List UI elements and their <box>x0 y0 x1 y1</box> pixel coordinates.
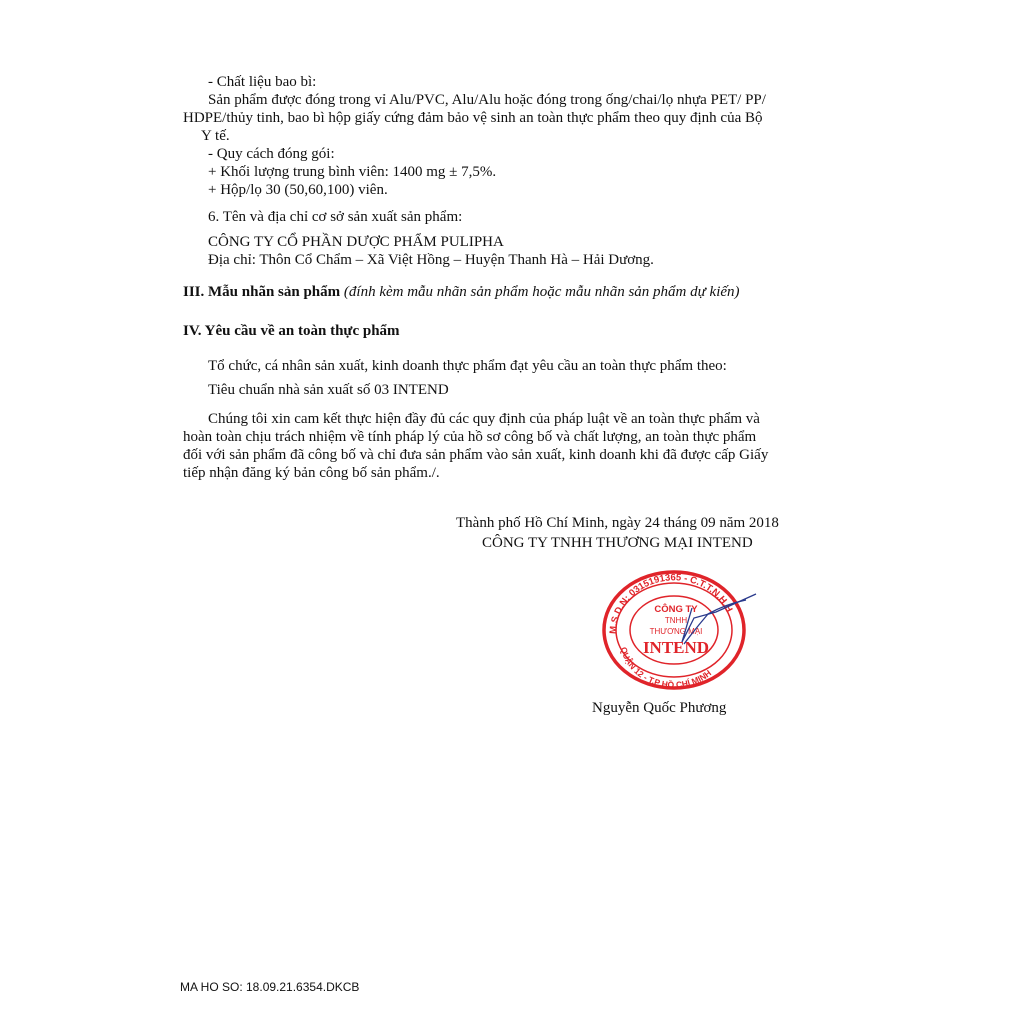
packaging-material-line: Y tế. <box>201 128 230 144</box>
stamp-inner-line: CÔNG TY <box>654 604 698 615</box>
record-code: MA HO SO: 18.09.21.6354.DKCB <box>180 980 360 994</box>
signature-place-date: Thành phố Hồ Chí Minh, ngày 24 tháng 09 năm 2018 <box>456 515 779 531</box>
packaging-material-line: HDPE/thủy tinh, bao bì hộp giấy cứng đảm bảo vệ sinh an toàn thực phẩm theo quy định của Bộ <box>183 110 763 126</box>
stamp-inner-line: TNHH <box>664 616 688 625</box>
packaging-material-label: - Chất liệu bao bì: <box>208 74 317 90</box>
commitment-line: đối với sản phẩm đã công bố và chỉ đưa sản phẩm vào sản xuất, kinh doanh khi đã được cấp Giấy <box>183 447 769 463</box>
stamp-ring-bottom: QUẬN 12 - T.P HỒ CHÍ MINH <box>618 645 714 690</box>
packaging-spec-label: - Quy cách đóng gói: <box>208 146 335 162</box>
section-4-title: IV. Yêu cầu về an toàn thực phẩm <box>183 323 400 339</box>
manufacturer-name: CÔNG TY CỔ PHẦN DƯỢC PHẨM PULIPHA <box>208 234 504 250</box>
packaging-spec-box: + Hộp/lọ 30 (50,60,100) viên. <box>208 182 388 198</box>
commitment-line: Chúng tôi xin cam kết thực hiện đầy đủ các quy định của pháp luật về an toàn thực phẩm và <box>208 411 760 427</box>
packaging-material-line: Sản phẩm được đóng trong vỉ Alu/PVC, Alu/Alu hoặc đóng trong ống/chai/lọ nhựa PET/ PP/ <box>208 92 766 108</box>
manufacturer-heading: 6. Tên và địa chỉ cơ sở sản xuất sản phẩm: <box>208 209 463 225</box>
section-4-line: Tổ chức, cá nhân sản xuất, kinh doanh thực phẩm đạt yêu cầu an toàn thực phẩm theo: <box>208 358 727 374</box>
section-3-note: (đính kèm mẫu nhãn sản phẩm hoặc mẫu nhãn sản phẩm dự kiến) <box>343 284 740 300</box>
company-stamp <box>596 568 760 692</box>
manufacturer-address: Địa chỉ: Thôn Cổ Chẩm – Xã Việt Hồng – Huyện Thanh Hà – Hải Dương. <box>208 252 654 268</box>
signature-company: CÔNG TY TNHH THƯƠNG MẠI INTEND <box>482 535 753 551</box>
section-4-line: Tiêu chuẩn nhà sản xuất số 03 INTEND <box>208 382 449 398</box>
stamp-ring-text: M.S.D.N: 0315191365 - C.T.T.N.H.H <box>607 572 735 635</box>
commitment-line: hoàn toàn chịu trách nhiệm về tính pháp lý của hồ sơ công bố và chất lượng, an toàn thực phẩm <box>183 429 757 445</box>
stamp-inner-line: THƯƠNG MẠI <box>649 627 703 636</box>
stamp-inner-name: INTEND <box>642 638 710 657</box>
section-3-heading <box>183 283 740 301</box>
commitment-line: tiếp nhận đăng ký bản công bố sản phẩm./. <box>183 465 440 481</box>
section-3-title: III. Mẫu nhãn sản phẩm <box>183 284 341 300</box>
signer-name: Nguyễn Quốc Phương <box>592 700 727 716</box>
packaging-spec-weight: + Khối lượng trung bình viên: 1400 mg ± 7,5%. <box>208 164 497 180</box>
